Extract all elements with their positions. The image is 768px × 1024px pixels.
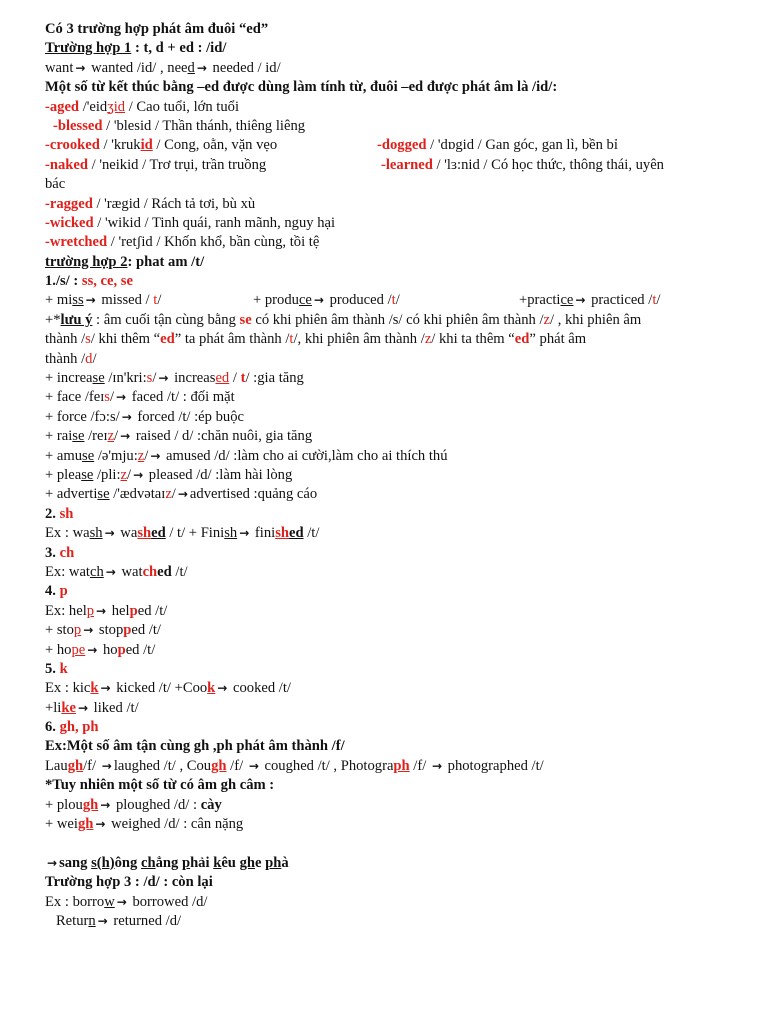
case1-heading-line bbox=[45, 39, 745, 58]
arrow-icon: → bbox=[97, 913, 108, 928]
word: weighed /d/ : cân nặng bbox=[107, 816, 244, 833]
note: s bbox=[85, 331, 91, 348]
meaning: cày bbox=[200, 796, 222, 813]
meaning: / 'retʃid / Khốn khổ, bần cùng, tồi tệ bbox=[107, 234, 320, 251]
word: liked /t/ bbox=[90, 699, 139, 716]
word: Ex : borro bbox=[45, 893, 105, 910]
sub-heading-letters: k bbox=[59, 660, 68, 677]
ipa: / bbox=[144, 447, 149, 464]
word: p bbox=[123, 622, 132, 639]
arrow-icon: → bbox=[104, 526, 115, 541]
word: Retur bbox=[45, 912, 89, 929]
ipa: ʒid bbox=[107, 98, 126, 115]
word: coughed /t/ , Photogra bbox=[260, 757, 394, 774]
gh-heading: Ex:Một số âm tận cùng gh ,ph phát âm thành /f/ bbox=[45, 738, 345, 755]
ipa: /f/ bbox=[409, 757, 430, 774]
word: wanted /id/ , nee bbox=[87, 59, 188, 76]
mnemonic-part: ch bbox=[140, 854, 156, 871]
word: ce bbox=[298, 292, 312, 309]
note: ed bbox=[514, 331, 530, 348]
arrow-icon: → bbox=[431, 758, 442, 773]
word: + plea bbox=[45, 466, 82, 483]
ipa: / bbox=[171, 486, 176, 503]
sub-heading-letters: sh bbox=[59, 505, 74, 522]
sound: t bbox=[153, 292, 158, 309]
ipa: / 'kruk bbox=[99, 137, 141, 154]
arrow-icon: → bbox=[177, 487, 188, 502]
word: + amu bbox=[45, 447, 83, 464]
sub-heading: 4. bbox=[45, 583, 60, 600]
mnemonic-part: ông bbox=[114, 854, 141, 871]
adj-word: -dogged bbox=[377, 137, 427, 154]
arrow-icon: → bbox=[239, 526, 250, 541]
ipa: id bbox=[140, 137, 153, 154]
arrow-icon: → bbox=[75, 60, 86, 75]
mnemonic bbox=[45, 854, 745, 873]
word: /t/ bbox=[303, 525, 320, 542]
word: + adverti bbox=[45, 486, 98, 503]
ipa: /reɪ bbox=[84, 428, 108, 445]
word: se bbox=[81, 466, 94, 483]
word: Ex: wat bbox=[45, 563, 90, 580]
word: returned /d/ bbox=[109, 912, 182, 929]
meaning: / 'wikid / Tinh quái, ranh mãnh, nguy hại bbox=[93, 214, 336, 231]
word: wat bbox=[117, 563, 143, 580]
word: ed bbox=[157, 563, 172, 580]
word: / bbox=[229, 370, 241, 387]
word: / t/ + Fini bbox=[165, 525, 225, 542]
word: fini bbox=[251, 525, 276, 542]
adjective-heading: Một số từ kết thúc bằng –ed được dùng làm tính từ, đuôi –ed được phát âm là /id/: bbox=[45, 79, 558, 96]
word: ch bbox=[142, 563, 158, 580]
arrow-icon: → bbox=[120, 429, 131, 444]
word: / bbox=[157, 292, 162, 309]
word: ed bbox=[288, 525, 304, 542]
meaning: / Cao tuổi, lớn tuổi bbox=[125, 98, 240, 115]
mnemonic-part: ẳng bbox=[155, 854, 182, 871]
note: / bbox=[92, 350, 97, 367]
sub-heading: 3. bbox=[45, 544, 60, 561]
arrow-icon: → bbox=[47, 855, 58, 870]
sub-heading: 1./s/ : bbox=[45, 273, 82, 290]
adj-wretched bbox=[45, 233, 745, 252]
word: sh bbox=[137, 525, 152, 542]
word: laughed /t/ , Cou bbox=[113, 757, 212, 774]
sound: z bbox=[165, 486, 172, 503]
ex-raise bbox=[45, 427, 745, 446]
word: ke bbox=[61, 699, 76, 716]
document bbox=[45, 20, 745, 931]
note: /, khi phiên âm thành / bbox=[293, 331, 425, 348]
word: ed bbox=[151, 525, 166, 542]
word: se bbox=[72, 428, 85, 445]
sound: s bbox=[146, 370, 153, 387]
word: p bbox=[73, 622, 82, 639]
mnemonic-part: sang bbox=[59, 854, 92, 871]
word: photographed /t/ bbox=[444, 757, 544, 774]
case2-sub3 bbox=[45, 544, 745, 563]
adj-word: -learned bbox=[381, 156, 433, 173]
adj-ragged bbox=[45, 195, 745, 214]
meaning: / Cong, oằn, vặn vẹo bbox=[152, 137, 278, 154]
arrow-icon: → bbox=[313, 293, 324, 308]
word: ploughed /d/ : bbox=[112, 796, 201, 813]
note: / , khi phiên âm bbox=[550, 311, 642, 328]
note: z bbox=[543, 311, 551, 328]
note: d bbox=[85, 350, 93, 367]
note: : âm cuối tận cùng bằng bbox=[92, 311, 240, 328]
arrow-icon: → bbox=[116, 390, 127, 405]
arrow-icon: → bbox=[105, 564, 116, 579]
adj-wicked bbox=[45, 214, 745, 233]
word: sh bbox=[89, 525, 103, 542]
word: /t/ bbox=[171, 563, 188, 580]
ex-plough bbox=[45, 796, 745, 815]
arrow-icon: → bbox=[96, 603, 107, 618]
note: ” ta phát âm thành / bbox=[174, 331, 290, 348]
word: p bbox=[129, 602, 138, 619]
word: produced / bbox=[325, 292, 392, 309]
word: Ex : kic bbox=[45, 680, 91, 697]
ipa: / bbox=[109, 389, 115, 406]
ex-stop bbox=[45, 621, 745, 640]
word: + rai bbox=[45, 428, 73, 445]
ex-please bbox=[45, 466, 745, 485]
case2-sub5 bbox=[45, 660, 745, 679]
word: forced /t/ :ép buộc bbox=[133, 408, 244, 425]
word: faced /t/ : đối mặt bbox=[128, 389, 235, 406]
word: / bbox=[395, 292, 400, 309]
sub-heading: 6. bbox=[45, 719, 60, 736]
word: hel bbox=[108, 602, 130, 619]
word: gh bbox=[67, 757, 84, 774]
word: raised / d/ :chăn nuôi, gia tăng bbox=[132, 428, 313, 445]
sound: z bbox=[120, 466, 128, 483]
case2-sub2 bbox=[45, 505, 745, 524]
word: + ho bbox=[45, 641, 72, 658]
note: / khi thêm “ bbox=[90, 331, 161, 348]
arrow-icon: → bbox=[95, 817, 106, 832]
ex-increase bbox=[45, 369, 745, 388]
word: +li bbox=[45, 699, 62, 716]
word: gh bbox=[211, 757, 227, 774]
word: borrowed /d/ bbox=[128, 893, 208, 910]
word: ph bbox=[393, 757, 410, 774]
ex-weigh bbox=[45, 815, 745, 834]
ex-borrow bbox=[45, 893, 745, 912]
adj-word: -wicked bbox=[45, 214, 94, 231]
ipa: /ɪn'kri: bbox=[104, 370, 147, 387]
ex-like bbox=[45, 699, 745, 718]
note: ” phát âm bbox=[529, 331, 587, 348]
meaning: / 'rægid / Rách tả tơi, bù xù bbox=[92, 195, 256, 212]
ex-advertise bbox=[45, 485, 745, 504]
word: want bbox=[45, 59, 74, 76]
adj-word: -naked bbox=[45, 156, 88, 173]
word: Lau bbox=[45, 757, 68, 774]
ipa: /f/ bbox=[226, 757, 247, 774]
meaning: / 'dɒgid / Gan góc, gan lì, bền bỉ bbox=[426, 137, 618, 154]
meaning: / :gia tăng bbox=[245, 370, 304, 387]
word: increas bbox=[170, 370, 216, 387]
arrow-icon: → bbox=[150, 448, 161, 463]
case2-sub6 bbox=[45, 718, 745, 737]
adj-word: -crooked bbox=[45, 137, 100, 154]
word: + face /feɪ bbox=[45, 389, 105, 406]
word: + produ bbox=[253, 292, 299, 309]
adj-aged bbox=[45, 98, 745, 117]
word: wa bbox=[116, 525, 138, 542]
case1-example bbox=[45, 59, 745, 78]
word: missed / bbox=[97, 292, 154, 309]
word: + force /fɔ:s/ bbox=[45, 408, 120, 425]
ex-amuse bbox=[45, 447, 745, 466]
word: se bbox=[97, 486, 110, 503]
sub-heading: 2. bbox=[45, 505, 60, 522]
word: gh bbox=[77, 816, 94, 833]
adj-naked-learned bbox=[45, 156, 745, 175]
note: se bbox=[239, 311, 252, 328]
ex-force bbox=[45, 408, 745, 427]
word: ss bbox=[72, 292, 84, 309]
note: z bbox=[424, 331, 432, 348]
adj-word: -aged bbox=[45, 98, 80, 115]
sub-heading-letters: gh, ph bbox=[59, 719, 99, 736]
word: gh bbox=[82, 796, 99, 813]
word: pleased /d/ :làm hài lòng bbox=[145, 466, 293, 483]
note: thành / bbox=[45, 331, 86, 348]
arrow-icon: → bbox=[116, 894, 127, 909]
arrow-icon: → bbox=[121, 409, 132, 424]
ipa: / bbox=[152, 370, 157, 387]
word: n bbox=[88, 912, 96, 929]
mnemonic-part: hải bbox=[190, 854, 214, 871]
ipa: /f/ bbox=[83, 757, 100, 774]
sound: t bbox=[240, 370, 246, 387]
arrow-icon: → bbox=[87, 642, 98, 657]
case2-heading-line bbox=[45, 253, 745, 272]
arrow-icon: → bbox=[133, 467, 144, 482]
sound: z bbox=[107, 428, 115, 445]
word: Ex: hel bbox=[45, 602, 87, 619]
word: + mi bbox=[45, 292, 73, 309]
word: + plou bbox=[45, 796, 83, 813]
word: p bbox=[86, 602, 95, 619]
word: kicked /t/ +Coo bbox=[112, 680, 208, 697]
word: ho bbox=[99, 641, 118, 658]
note: +* bbox=[45, 311, 61, 328]
mnemonic-part: gh bbox=[239, 854, 255, 871]
ex-miss-produce-practice bbox=[45, 291, 745, 310]
word: advertised :quảng cáo bbox=[189, 486, 318, 503]
blank-line bbox=[45, 834, 745, 853]
mnemonic-part: ph bbox=[265, 854, 282, 871]
adj-word: -blessed bbox=[53, 117, 103, 134]
word: ed /t/ bbox=[137, 602, 168, 619]
note: / khi ta thêm “ bbox=[431, 331, 515, 348]
ex-wash-finish bbox=[45, 524, 745, 543]
adj-blessed bbox=[45, 117, 745, 136]
note: thành / bbox=[45, 350, 86, 367]
word: se bbox=[82, 447, 95, 464]
word: se bbox=[92, 370, 105, 387]
word: p bbox=[117, 641, 126, 658]
meaning: / 'lɜ:nid / Có học thức, thông thái, uyên bbox=[432, 156, 664, 173]
sound: s bbox=[104, 389, 110, 406]
adj-learned-cont: bác bbox=[45, 176, 66, 193]
case2-sub4 bbox=[45, 582, 745, 601]
mnemonic-part: k bbox=[213, 854, 222, 871]
note-label: lưu ý bbox=[60, 311, 93, 328]
word: / bbox=[656, 292, 661, 309]
word: + increa bbox=[45, 370, 93, 387]
sound: t bbox=[391, 292, 396, 309]
mnemonic-part: à bbox=[281, 854, 289, 871]
title: Có 3 trường hợp phát âm đuôi “ed” bbox=[45, 21, 269, 37]
adj-crooked-dogged bbox=[45, 136, 745, 155]
word: ce bbox=[560, 292, 574, 309]
ex-help bbox=[45, 602, 745, 621]
mnemonic-part: p bbox=[181, 854, 191, 871]
word: ch bbox=[90, 563, 104, 580]
arrow-icon: → bbox=[158, 371, 169, 386]
ex-return bbox=[45, 912, 745, 931]
ipa: /pli: bbox=[93, 466, 121, 483]
word: d bbox=[187, 59, 195, 76]
sound: t bbox=[652, 292, 657, 309]
sub-heading-letters: p bbox=[59, 583, 68, 600]
mnemonic-part: e bbox=[254, 854, 266, 871]
arrow-icon: → bbox=[196, 60, 207, 75]
arrow-icon: → bbox=[83, 623, 94, 638]
word: ed /t/ bbox=[131, 622, 161, 639]
adj-word: -ragged bbox=[45, 195, 93, 212]
ipa: / bbox=[127, 466, 132, 483]
ex-kick-cook bbox=[45, 679, 745, 698]
case1-rule: : t, d + ed : /id/ bbox=[131, 40, 227, 57]
silent-gh-heading: *Tuy nhiên một số từ có âm gh câm : bbox=[45, 777, 275, 794]
arrow-icon: → bbox=[85, 293, 96, 308]
ex-face bbox=[45, 388, 745, 407]
word: k bbox=[207, 680, 216, 697]
ipa: /'eid bbox=[79, 98, 108, 115]
case1-heading: Trường hợp 1 bbox=[45, 40, 132, 57]
word: k bbox=[90, 680, 99, 697]
word: ed /t/ bbox=[125, 641, 156, 658]
ex-watch bbox=[45, 563, 745, 582]
word: needed / id/ bbox=[208, 59, 281, 76]
ex-laugh-cough-photograph bbox=[45, 757, 745, 776]
case2-sub1 bbox=[45, 272, 745, 291]
ipa: /ə'mju: bbox=[94, 447, 138, 464]
note-line-2 bbox=[45, 330, 745, 349]
word: amused /d/ :làm cho ai cười,làm cho ai thích thú bbox=[162, 447, 448, 464]
word: + sto bbox=[45, 622, 74, 639]
word: + wei bbox=[45, 816, 78, 833]
word: cooked /t/ bbox=[229, 680, 291, 697]
mnemonic-part: êu bbox=[221, 854, 240, 871]
ipa: /'ædvətaɪ bbox=[109, 486, 166, 503]
ex-hope bbox=[45, 641, 745, 660]
mnemonic-part: s(h) bbox=[91, 854, 115, 871]
case2-heading: trường hợp 2 bbox=[45, 253, 128, 270]
word: stop bbox=[95, 622, 124, 639]
meaning: / 'blesid / Thần thánh, thiêng liêng bbox=[102, 117, 306, 134]
sound: z bbox=[137, 447, 145, 464]
sub-heading-letters: ss, ce, se bbox=[81, 273, 133, 290]
note-line-3 bbox=[45, 350, 745, 369]
arrow-icon: → bbox=[100, 797, 111, 812]
word: pe bbox=[71, 641, 86, 658]
arrow-icon: → bbox=[101, 758, 112, 773]
arrow-icon: → bbox=[248, 758, 259, 773]
case2-rule: : phat am /t/ bbox=[127, 253, 205, 270]
word: w bbox=[104, 893, 115, 910]
case3-heading: Trường hợp 3 : /d/ : còn lại bbox=[45, 874, 213, 891]
note: có khi phiên âm thành /s/ có khi phiên âm thành / bbox=[251, 311, 544, 328]
note: ed bbox=[160, 331, 175, 348]
word: Ex : wa bbox=[45, 525, 90, 542]
word: practiced / bbox=[587, 292, 653, 309]
ipa: / bbox=[114, 428, 119, 445]
arrow-icon: → bbox=[77, 700, 88, 715]
arrow-icon: → bbox=[100, 681, 111, 696]
arrow-icon: → bbox=[217, 681, 228, 696]
sub-heading: 5. bbox=[45, 660, 60, 677]
word: +practi bbox=[519, 292, 561, 309]
meaning: / 'neikid / Trơ trụi, trần truồng bbox=[87, 156, 267, 173]
note: t bbox=[289, 331, 294, 348]
word: sh bbox=[275, 525, 289, 542]
word: sh bbox=[224, 525, 238, 542]
adj-word: -wretched bbox=[45, 234, 108, 251]
arrow-icon: → bbox=[575, 293, 586, 308]
sub-heading-letters: ch bbox=[59, 544, 75, 561]
word: ed bbox=[215, 370, 230, 387]
note-line-1 bbox=[45, 311, 745, 330]
